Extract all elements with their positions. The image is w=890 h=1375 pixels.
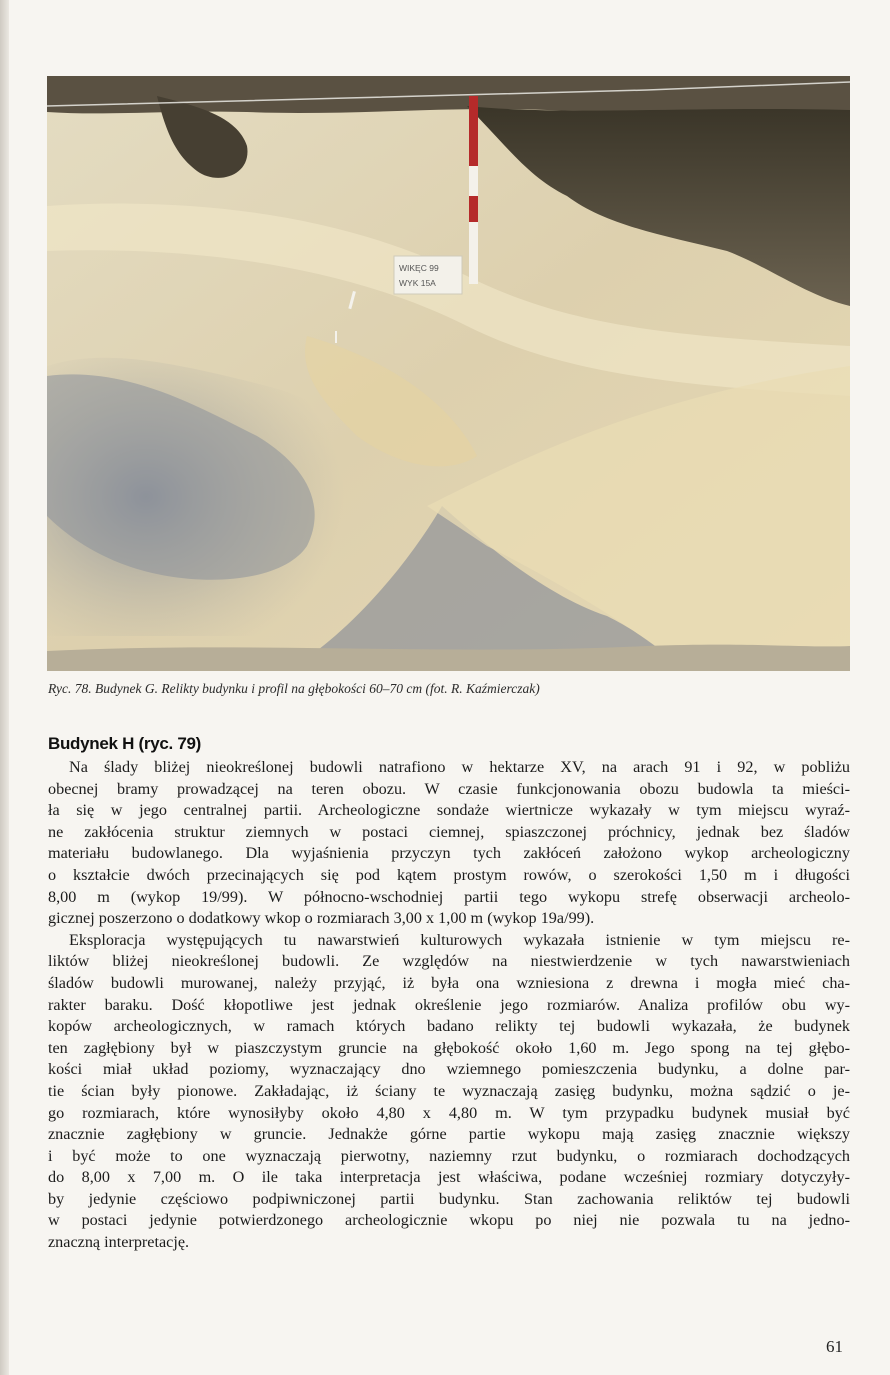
text-line: 8,00 m (wykop 19/99). W północno-wschodniej partii tego wykopu strefę obserwacji archeolo- xyxy=(48,887,850,906)
body-text xyxy=(48,757,850,1254)
text-line: rakter baraku. Dość kłopotliwe jest jednak określenie jego rozmiarów. Analiza profilów obu wy- xyxy=(48,995,850,1014)
text-line: ten zagłębiony był w piaszczystym gruncie na głębokość około 1,60 m. Jego spong na tej głębo- xyxy=(48,1038,850,1057)
text-line: Na ślady bliżej nieokreślonej budowli natrafiono w hektarze XV, na arach 91 i 92, w pobliżu xyxy=(69,758,850,776)
sign-line-2: WYK 15A xyxy=(399,278,436,288)
text-line: i być może to one wyznaczają pierwotny, naziemny rzut budynku, o rozmiarach dochodzących xyxy=(48,1146,850,1165)
figure-caption: Ryc. 78. Budynek G. Relikty budynku i profil na głębokości 60–70 cm (fot. R. Kaźmierczak) xyxy=(48,681,540,696)
text-line: znacznie zagłębiony w gruncie. Jednakże górne partie wykopu mają zasięg znacznie większy xyxy=(48,1125,850,1144)
text-line: znaczną interpretację. xyxy=(48,1233,190,1252)
text-line: ła się w jego centralnej partii. Archeologiczne sondaże wiertnicze wykazały w tym miejscu wyraź- xyxy=(48,801,850,820)
text-line: ne zakłócenia struktur ziemnych w postaci ciemnej, spiaszczonej próchnicy, jednak bez śladów xyxy=(48,822,850,841)
text-line: by jedynie częściowo podpiwniczonej partii budynku. Stan zachowania reliktów tej budowli xyxy=(48,1189,850,1208)
section-heading: Budynek H (ryc. 79) xyxy=(48,734,202,753)
text-line: go rozmiarach, które wynosiłyby około 4,80 x 4,80 m. W tym przypadku budynek musiał być xyxy=(48,1103,850,1122)
text-line: obecnej bramy prowadzącej na teren obozu. W czasie funkcjonowania obozu budowla ta mieści- xyxy=(48,779,850,798)
text-line: śladów budowli murowanej, należy przyjąć, iż była ona wzniesiona z drewna i mogła mieć cha- xyxy=(48,973,850,992)
sign-line-1: WIKĘC 99 xyxy=(399,263,439,273)
page-binding-edge xyxy=(0,0,9,1375)
page-number: 61 xyxy=(826,1337,843,1356)
text-line: gicznej poszerzono o dodatkowy wkop o rozmiarach 3,00 x 1,00 m (wykop 19a/99). xyxy=(48,909,595,928)
text-line: liktów bliżej nieokreślonej budowli. Ze względów na niestwierdzenie w tych nawarstwieniach xyxy=(48,952,850,971)
text-line: o kształcie dwóch przecinających się pod kątem prostym rowów, o szerokości 1,50 m i długości xyxy=(48,865,850,884)
paragraph-1 xyxy=(48,757,850,930)
text-line: materiału budowlanego. Dla wyjaśnienia przyczyn tych zakłóceń założono wykop archeologiczny xyxy=(48,844,850,863)
text-line: kości miał układ poziomy, wyznaczający dno wziemnego pomieszczenia budynku, a dolne par- xyxy=(48,1060,850,1079)
paragraph-2 xyxy=(48,930,850,1254)
text-line: do 8,00 x 7,00 m. O ile taka interpretacja jest właściwa, podane wcześniej rozmiary dotyczyły- xyxy=(48,1168,850,1187)
text-line: kopów archeologicznych, w ramach których badano relikty tej budowli wykazała, że budynek xyxy=(48,1017,850,1036)
text-line: w postaci jedynie potwierdzonego archeologicznie wkopu po niej nie pozwala tu na jedno- xyxy=(48,1211,850,1230)
text-line: Eksploracja występujących tu nawarstwień kulturowych wykazała istnienie w tym miejscu re- xyxy=(69,930,850,949)
excavation-photo xyxy=(47,76,850,671)
text-line: tie ścian były pionowe. Zakładając, iż ściany te wyznaczają zasięg budynku, można sądzić o je- xyxy=(48,1081,850,1100)
